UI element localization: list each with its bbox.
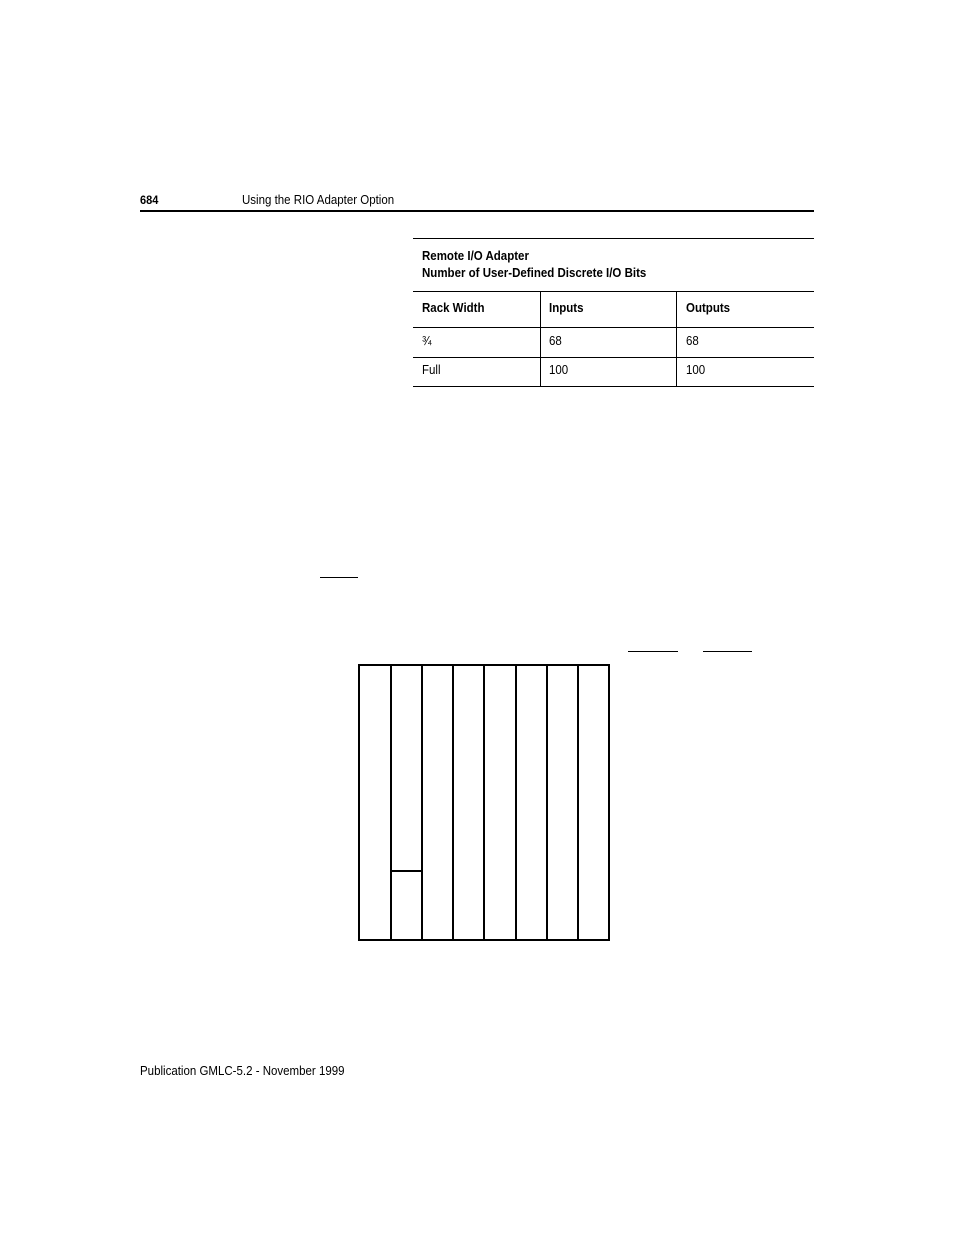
table-cell: 100 <box>549 363 569 377</box>
underline-rule <box>703 651 752 652</box>
header-rule <box>140 210 814 212</box>
column-header-inputs: Inputs <box>549 301 584 315</box>
table-caption-line-2: Number of User-Defined Discrete I/O Bits <box>422 266 647 280</box>
slot-split-line <box>392 870 421 872</box>
slot-divider <box>546 666 548 939</box>
table-cell: 100 <box>686 363 706 377</box>
io-rack-diagram <box>358 664 610 941</box>
column-header-outputs: Outputs <box>686 301 731 315</box>
publication-footer: Publication GMLC-5.2 - November 1999 <box>140 1064 345 1078</box>
slot-divider <box>483 666 485 939</box>
table-rule <box>413 327 814 328</box>
table-rule <box>413 291 814 292</box>
column-divider <box>540 291 541 387</box>
slot-divider <box>577 666 579 939</box>
table-rule <box>413 357 814 358</box>
table-cell: Full <box>422 363 441 377</box>
slot-divider <box>515 666 517 939</box>
io-bits-table <box>413 238 814 387</box>
table-bottom-rule <box>413 386 814 387</box>
chapter-title: Using the RIO Adapter Option <box>242 193 395 207</box>
table-top-rule <box>413 238 814 239</box>
slot-divider <box>421 666 423 939</box>
slot-divider <box>452 666 454 939</box>
table-caption-line-1: Remote I/O Adapter <box>422 249 529 263</box>
column-divider <box>676 291 677 387</box>
underline-rule <box>628 651 678 652</box>
table-cell: 68 <box>549 334 562 348</box>
column-header-rack-width: Rack Width <box>422 301 485 315</box>
table-cell: ¾ <box>422 334 432 348</box>
page-number: 684 <box>140 193 159 207</box>
table-caption <box>422 248 646 282</box>
table-cell: 68 <box>686 334 699 348</box>
slot-divider <box>390 666 392 939</box>
underline-rule <box>320 577 358 578</box>
